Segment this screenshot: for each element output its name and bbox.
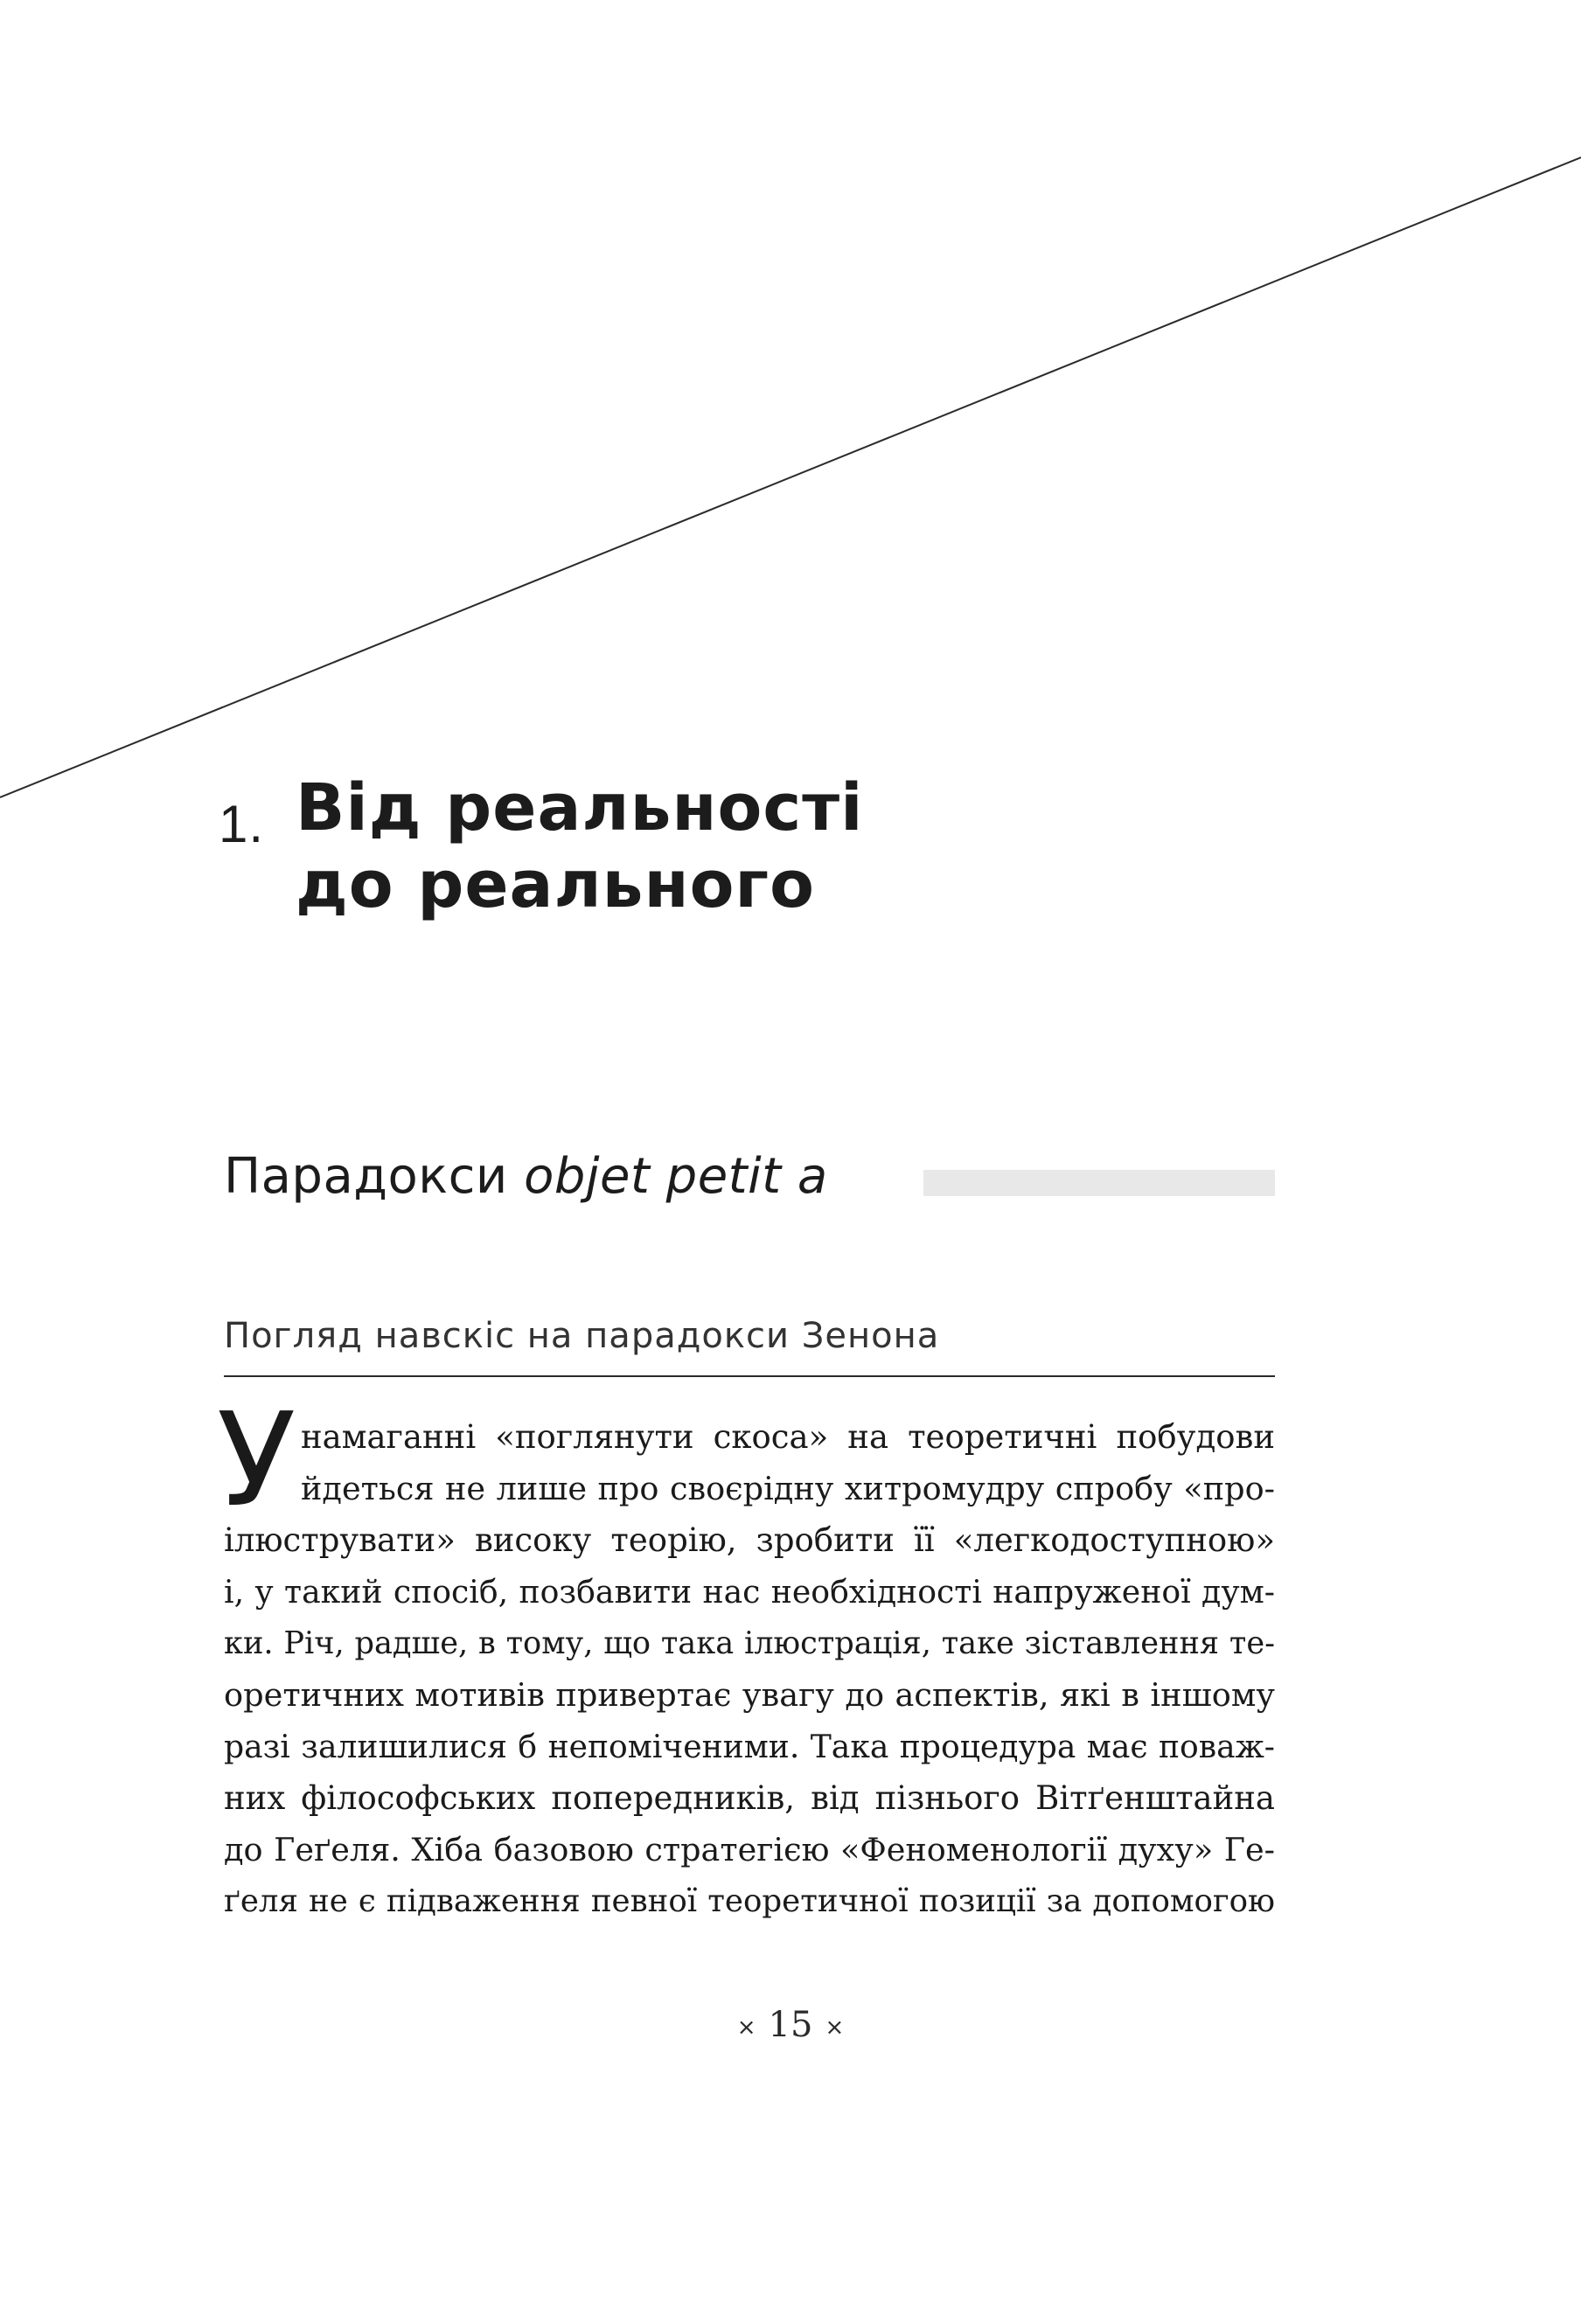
section-heading-italic: objet petit a bbox=[524, 1148, 828, 1205]
section-heading-prefix: Парадокси bbox=[224, 1148, 525, 1205]
body-line: оретичних мотивів привертає увагу до аспектів, які в іншому bbox=[224, 1676, 1275, 1714]
body-line: ки. Річ, радше, в тому, що така ілюстрація, таке зіставлення те- bbox=[224, 1625, 1275, 1661]
section-heading-bar bbox=[923, 1170, 1275, 1196]
chapter-title bbox=[296, 769, 863, 923]
body-line: ґеля не є підваження певної теоретичної позиції за допомогою bbox=[224, 1883, 1275, 1919]
body-line: разі залишилися б непоміченими. Така процедура має поваж- bbox=[224, 1728, 1275, 1765]
body-line: ілюструвати» високу теорію, зробити її «легкодоступною» bbox=[224, 1521, 1275, 1559]
subsection-rule bbox=[224, 1375, 1275, 1377]
body-line: і, у такий спосіб, позбавити нас необхідності напруженої дум- bbox=[224, 1573, 1275, 1611]
chapter-title-line-1: Від реальності bbox=[296, 770, 864, 845]
body-text bbox=[224, 1411, 1275, 1927]
subsection-heading: Погляд навскіс на парадокси Зенона bbox=[224, 1316, 940, 1356]
section-heading bbox=[224, 1142, 828, 1212]
body-line: намаганні «поглянути скоса» на теоретичні побудови bbox=[301, 1418, 1275, 1456]
chapter-title-line-2: до реального bbox=[296, 847, 815, 922]
folio-right-mark: × bbox=[825, 2014, 845, 2041]
page-number: 15 bbox=[768, 2005, 813, 2045]
body-line: до Геґеля. Хіба базовою стратегією «Феноменології духу» Ге- bbox=[224, 1831, 1275, 1868]
page-footer bbox=[0, 1999, 1581, 2054]
drop-cap: У bbox=[217, 1385, 296, 1535]
body-line: йдеться не лише про своєрідну хитромудру спробу «про- bbox=[301, 1470, 1275, 1507]
chapter-number: 1. bbox=[219, 795, 265, 853]
body-line: них філософських попередників, від пізнього Вітґенштайна bbox=[224, 1779, 1275, 1817]
folio-left-mark: × bbox=[736, 2014, 756, 2041]
